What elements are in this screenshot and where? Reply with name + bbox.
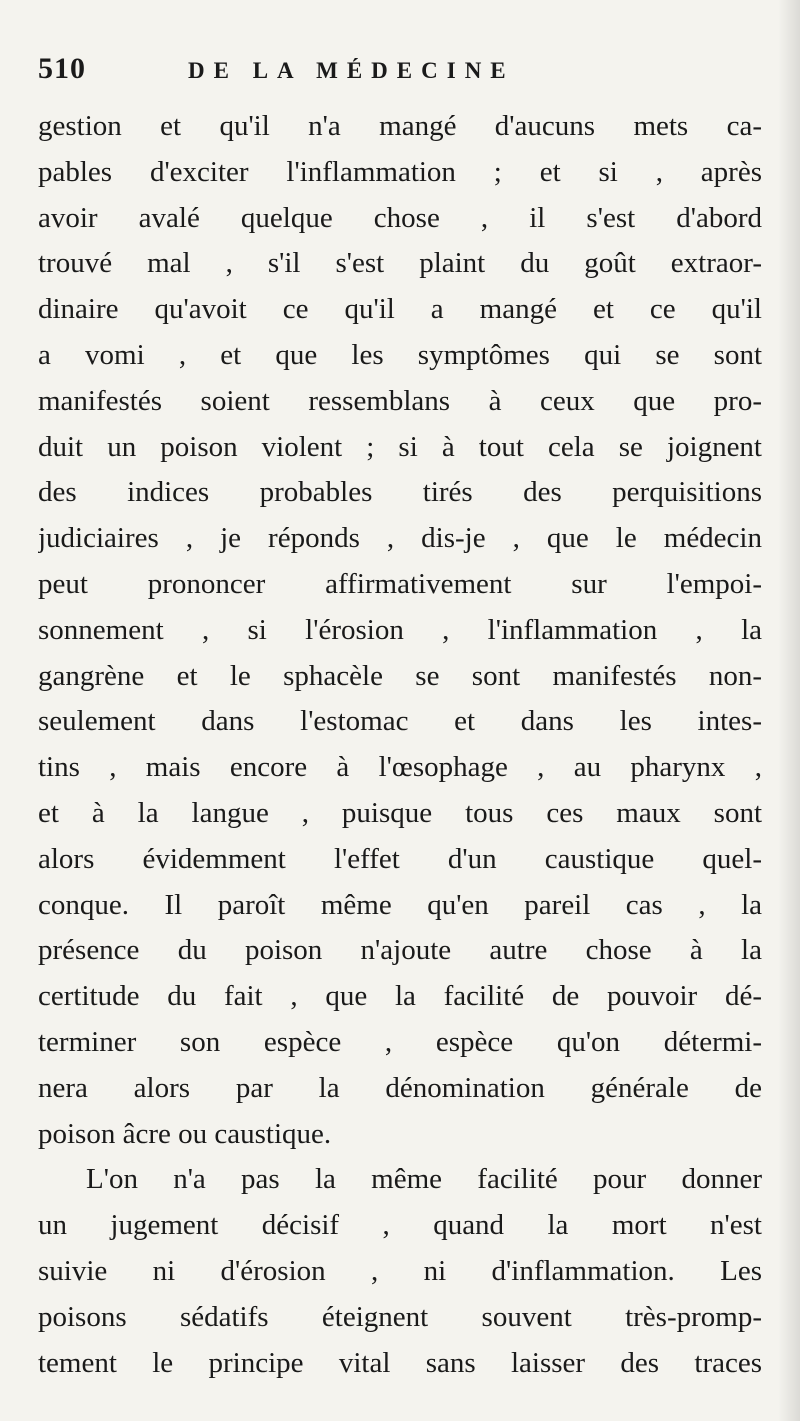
paragraph-2 [38,1157,762,1386]
text-line: tement le principe vital sans laisser des traces [38,1346,762,1379]
text-line: judiciaires , je réponds , dis-je , que le médecin [38,522,762,555]
text-line: terminer son espèce , espèce qu'on détermi- [38,1025,762,1058]
header-title: DE LA MÉDECINE [188,58,515,83]
text-line: sonnement , si l'érosion , l'inflammation , la [38,613,762,646]
text-line: tins , mais encore à l'œsophage , au pharynx , [38,751,762,784]
text-line: gangrène et le sphacèle se sont manifestés non- [38,659,762,692]
text-line: présence du poison n'ajoute autre chose à la [38,934,762,967]
text-line: conque. Il paroît même qu'en pareil cas , la [38,888,762,921]
text-line: duit un poison violent ; si à tout cela se joignent [38,430,762,463]
text-line: poison âcre ou caustique. [38,1117,332,1150]
text-line: trouvé mal , s'il s'est plaint du goût extraor- [38,247,762,280]
text-line: manifestés soient ressemblans à ceux que pro- [38,384,762,417]
body-text [38,104,762,1386]
text-line: nera alors par la dénomination générale de [38,1071,762,1104]
text-line: a vomi , et que les symptômes qui se sont [38,338,762,371]
text-line: alors évidemment l'effet d'un caustique quel- [38,842,762,875]
text-line: L'on n'a pas la même facilité pour donner [86,1163,762,1196]
text-line: poisons sédatifs éteignent souvent très-promp- [38,1300,762,1333]
text-line: pables d'exciter l'inflammation ; et si , après [38,155,762,188]
page-number: 510 [38,52,86,85]
paragraph-1 [38,104,762,1157]
text-line: dinaire qu'avoit ce qu'il a mangé et ce qu'il [38,293,762,326]
text-line: seulement dans l'estomac et dans les intes- [38,705,762,738]
text-line: certitude du fait , que la facilité de pouvoir dé- [38,980,762,1013]
running-head [38,52,762,100]
text-line: un jugement décisif , quand la mort n'est [38,1209,762,1242]
text-line: suivie ni d'érosion , ni d'inflammation. Les [38,1254,762,1287]
text-line: et à la langue , puisque tous ces maux sont [38,796,762,829]
text-line: gestion et qu'il n'a mangé d'aucuns mets ca- [38,110,762,142]
text-line: des indices probables tirés des perquisitions [38,476,762,509]
text-line: avoir avalé quelque chose , il s'est d'abord [38,201,762,234]
text-line: peut prononcer affirmativement sur l'empoi- [38,567,762,600]
